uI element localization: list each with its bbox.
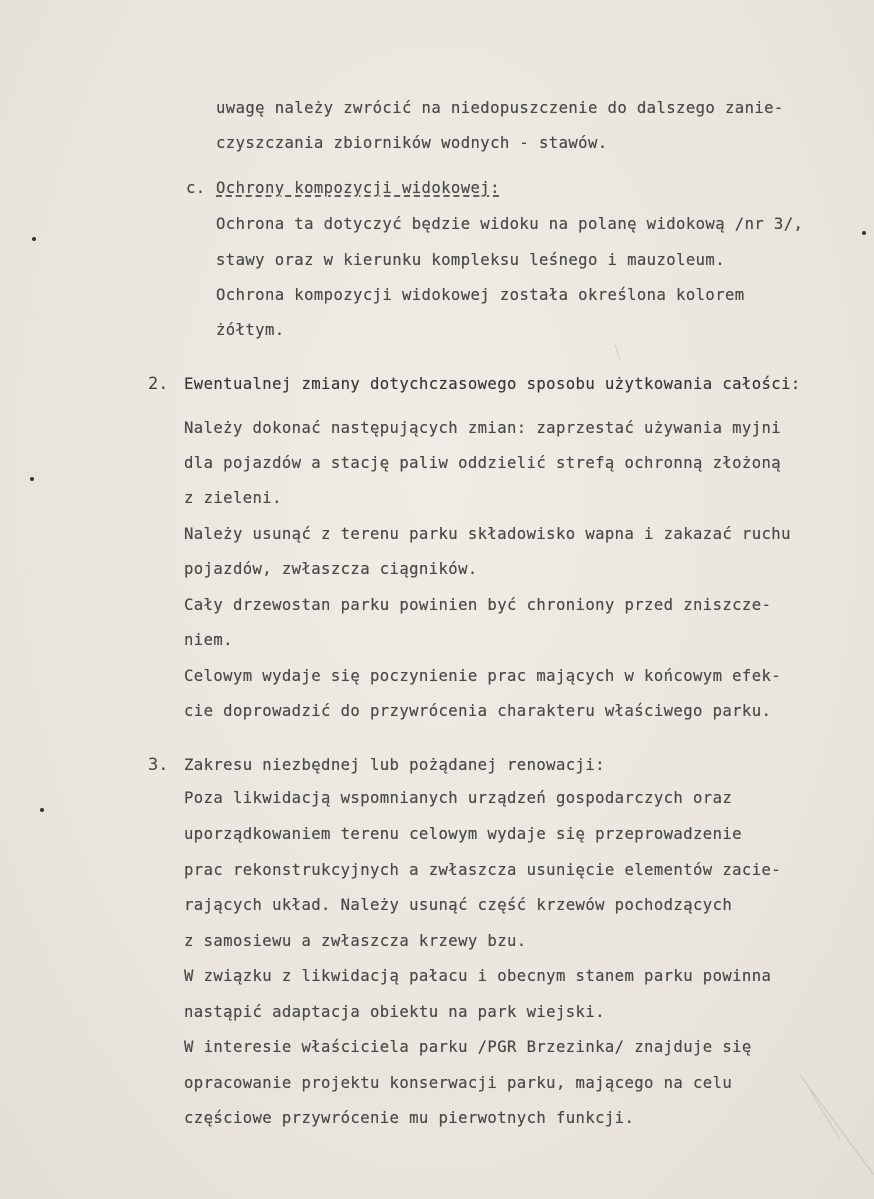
text-line: Należy dokonać następujących zmian: zaprzestać używania myjni [184, 419, 782, 437]
text-line: niem. [184, 631, 233, 649]
text-line: Poza likwidacją wspomnianych urządzeń gospodarczych oraz [184, 789, 733, 807]
text-line: dla pojazdów a stację paliw oddzielić strefą ochronną złożoną [184, 454, 782, 472]
margin-dot [862, 231, 866, 235]
text-line: uwagę należy zwrócić na niedopuszczenie do dalszego zanie- [216, 99, 784, 117]
section-heading: Ewentualnej zmiany dotychczasowego sposobu użytkowania całości: [184, 375, 801, 393]
margin-dot [32, 237, 36, 241]
section-heading: Zakresu niezbędnej lub pożądanej renowacji: [184, 756, 605, 774]
text-line: nastąpić adaptacja obiektu na park wiejski. [184, 1003, 605, 1021]
text-line: uporządkowaniem terenu celowym wydaje się przeprowadzenie [184, 825, 742, 843]
section-number: 3. [148, 755, 169, 775]
text-line: częściowe przywrócenie mu pierwotnych funkcji. [184, 1109, 635, 1127]
section-heading: Ochrony kompozycji widokowej: [216, 179, 500, 197]
text-line: Należy usunąć z terenu parku składowisko wapna i zakazać ruchu [184, 525, 791, 543]
text-line: Celowym wydaje się poczynienie prac mających w końcowym efek- [184, 667, 782, 685]
text-line: żółtym. [216, 321, 285, 339]
text-line: Ochrona ta dotyczyć będzie widoku na polanę widokową /nr 3/, [216, 215, 804, 233]
item-label: c. [186, 179, 206, 197]
text-line: czyszczania zbiorników wodnych - stawów. [216, 134, 608, 152]
text-line: pojazdów, zwłaszcza ciągników. [184, 560, 478, 578]
text-line: opracowanie projektu konserwacji parku, mającego na celu [184, 1074, 733, 1092]
text-line: Ochrona kompozycji widokowej została określona kolorem [216, 286, 745, 304]
text-line: prac rekonstrukcyjnych a zwłaszcza usunięcie elementów zacie- [184, 861, 782, 879]
margin-dot [40, 808, 44, 812]
text-line: W interesie właściciela parku /PGR Brzezinka/ znajduje się [184, 1038, 752, 1056]
section-number: 2. [148, 374, 169, 394]
text-line: z samosiewu a zwłaszcza krzewy bzu. [184, 932, 527, 950]
text-line: rających układ. Należy usunąć część krzewów pochodzących [184, 896, 733, 914]
text-line: z zieleni. [184, 489, 282, 507]
text-line: cie doprowadzić do przywrócenia charakteru właściwego parku. [184, 702, 772, 720]
margin-dot [30, 477, 34, 481]
text-line: stawy oraz w kierunku kompleksu leśnego i mauzoleum. [216, 251, 725, 269]
text-line: W związku z likwidacją pałacu i obecnym stanem parku powinna [184, 967, 772, 985]
text-line: Cały drzewostan parku powinien być chroniony przed zniszcze- [184, 596, 772, 614]
